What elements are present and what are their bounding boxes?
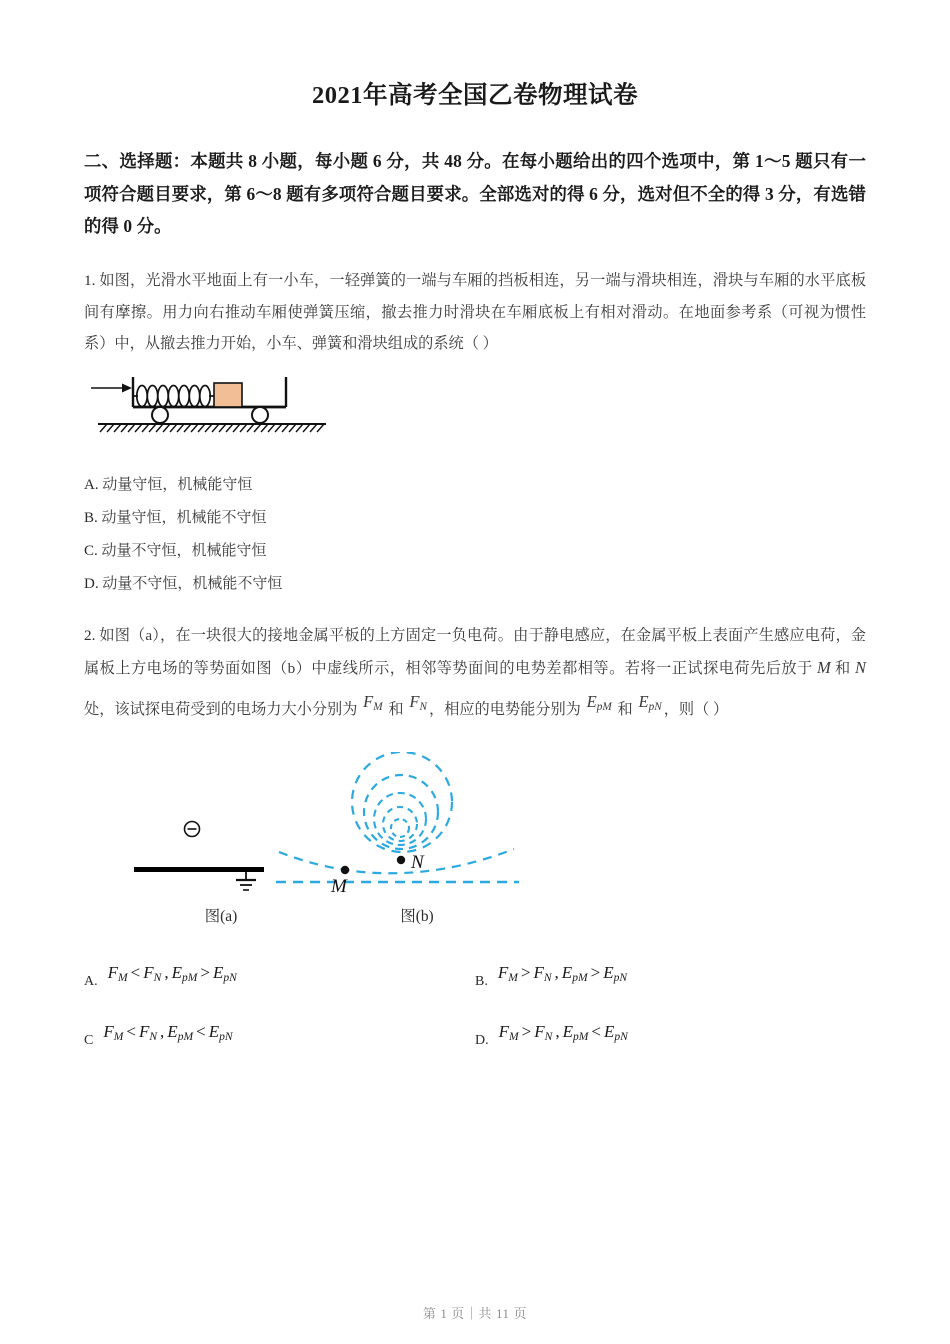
question-2-body-part2: 和 [830, 660, 855, 678]
point-N-label: N [411, 851, 424, 873]
option-2-D-letter: D. [475, 1033, 489, 1049]
option-2-C-expression: $F_M < F_N$ , $E_{pM} < E_{pN}$ [103, 1021, 233, 1044]
math-Ep-N: $E_{pN}$ [638, 692, 662, 714]
push-arrow-icon [91, 383, 132, 392]
question-2-body-part1: 如图（a），在一块很大的接地金属平板的上方固定一负电荷。由于静电感应，在金属平板上表面产生感应电荷，金属板上方电场的等势面如图（b）中虚线所示，相邻等势面间的电势差都相等。若将一正试探电荷先后放于 [84, 626, 866, 678]
cart-wheel-left [152, 407, 168, 423]
question-2-var-N: N [855, 658, 867, 678]
point-M-label: M [331, 875, 347, 897]
option-2-D[interactable] [475, 1021, 866, 1050]
ground-symbol-icon [236, 872, 256, 890]
option-2-A-expression: $F_M < F_N$ , $E_{pM} > E_{pN}$ [107, 962, 237, 984]
ground-hatching [100, 424, 324, 432]
question-2-body-part7: ，则（ ） [663, 701, 729, 719]
option-1-B-letter: B. [84, 509, 98, 526]
math-F-M: $F_M$ [363, 692, 383, 714]
option-1-D[interactable] [84, 568, 866, 601]
slider-block [214, 383, 242, 407]
option-2-B-expression: $F_M > F_N$ , $E_{pM} > E_{pN}$ [497, 962, 628, 984]
option-1-C[interactable] [84, 535, 866, 568]
question-2-text [84, 620, 866, 726]
page-title: 2021年高考全国乙卷物理试卷 [312, 82, 638, 109]
option-2-A-letter: A. [84, 973, 98, 989]
metal-plate [134, 867, 264, 872]
question-2-number: 2. [84, 626, 96, 644]
equipotential-surfaces [276, 752, 519, 882]
option-1-D-letter: D. [84, 576, 99, 593]
figure-cart-spring [88, 374, 866, 447]
option-2-D-expression: $F_M > F_N$ , $E_{pM} < E_{pN}$ [498, 1021, 628, 1044]
point-M-marker [341, 866, 349, 874]
option-2-C-letter: C [84, 1033, 94, 1049]
question-2-body-part6: 和 [613, 701, 637, 719]
option-2-C[interactable] [84, 1021, 475, 1050]
option-1-B[interactable] [84, 502, 866, 535]
page-footer: 第 1 页｜共 11 页 [422, 1306, 528, 1321]
math-Ep-M: $E_{pM}$ [586, 692, 612, 714]
figure-ab-container [84, 752, 866, 938]
option-1-A-letter: A. [84, 476, 99, 493]
option-2-B-letter: B. [475, 973, 488, 989]
question-1-options [84, 469, 866, 602]
cart-wheel-right [252, 407, 268, 423]
figure-a-caption: 图(a) [204, 907, 238, 925]
question-2-body-part5: ，相应的电势能分别为 [428, 701, 585, 719]
option-2-A[interactable] [84, 962, 475, 991]
option-1-B-text: 动量守恒，机械能不守恒 [101, 509, 267, 526]
point-N-marker [397, 856, 405, 864]
option-1-C-letter: C. [84, 543, 98, 560]
question-1-text [84, 265, 866, 359]
question-2-body-part3: 处，该试探电荷受到的电场力大小分别为 [84, 701, 362, 719]
question-2-options [84, 962, 866, 1050]
option-2-B[interactable] [475, 962, 866, 991]
negative-charge-icon [185, 821, 200, 836]
question-2-body-part4: 和 [384, 701, 408, 719]
question-1-body: 如图，光滑水平地面上有一小车，一轻弹簧的一端与车厢的挡板相连，另一端与滑块相连，滑块与车厢的水平底板间有摩擦。用力向右推动车厢使弹簧压缩，撤去推力时滑块在车厢底板上有相对滑动。在地面参考系（可视为惯性系）中，从撤去推力开始，小车、弹簧和滑块组成的系统（ ） [84, 272, 867, 353]
section-instructions: 二、选择题：本题共 8 小题，每小题 6 分，共 48 分。在每小题给出的四个选项中，第 1～5 题只有一项符合题目要求，第 6～8 题有多项符合题目要求。全部选对的得 6 分，选对但不全的得 3 分，有选错的得 0 分。 [84, 151, 866, 237]
option-1-C-text: 动量不守恒，机械能守恒 [101, 543, 267, 560]
question-2-var-M: M [817, 658, 831, 678]
figure-b-caption: 图(b) [400, 907, 434, 925]
question-1-number: 1. [84, 272, 96, 290]
spring-coils-icon [134, 385, 214, 406]
option-1-D-text: 动量不守恒，机械能不守恒 [102, 576, 283, 593]
option-1-A-text: 动量守恒，机械能守恒 [102, 476, 253, 493]
math-F-N: $F_N$ [409, 692, 427, 714]
option-1-A[interactable] [84, 469, 866, 502]
